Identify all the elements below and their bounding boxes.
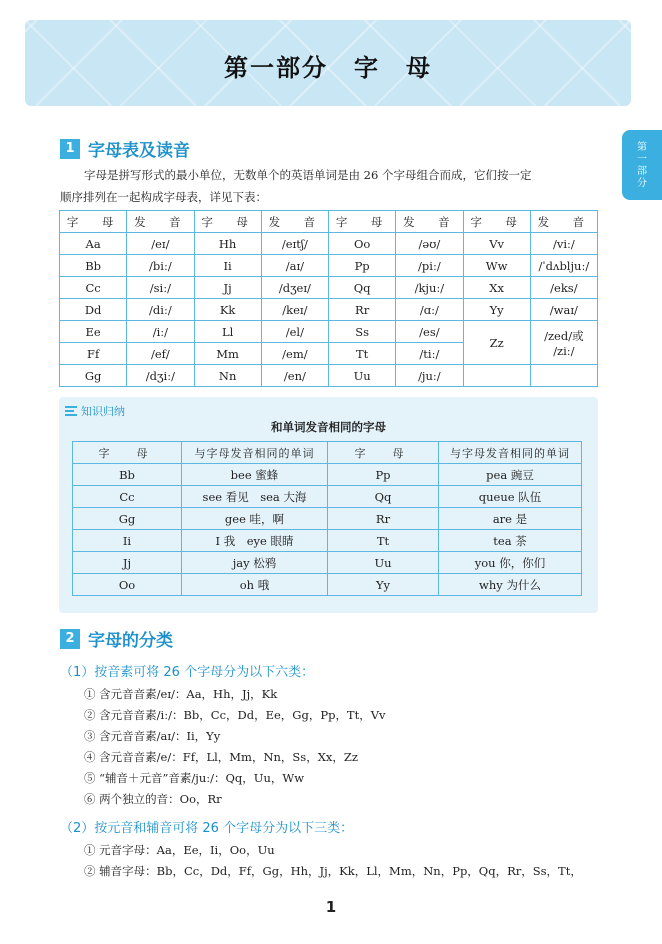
letter-cell: Qq	[329, 277, 396, 299]
knowledge-table-title: 和单词发音相同的字母	[271, 420, 386, 434]
word-cell: I 我 eye 眼睛	[182, 530, 328, 552]
word-cell: jay 松鸦	[182, 552, 328, 574]
letter-cell: Ll	[194, 321, 261, 343]
sound-line: /ziː/	[553, 343, 575, 358]
sound-cell: /eɪ/	[127, 233, 194, 255]
knowledge-box	[59, 397, 598, 613]
subsection-heading: （1）按音素可将 26 个字母分为以下六类：	[60, 665, 315, 680]
sound-cell: /ˈdʌbljuː/	[530, 255, 597, 277]
letter-cell: Yy	[328, 574, 439, 596]
letter-cell	[463, 365, 530, 387]
header-banner	[25, 20, 631, 106]
letter-cell: Yy	[463, 299, 530, 321]
letter-cell: Ww	[463, 255, 530, 277]
table-row	[73, 464, 582, 486]
section-number-badge: 1	[60, 139, 80, 159]
sound-cell: /ef/	[127, 343, 194, 365]
sound-cell: /keɪ/	[261, 299, 328, 321]
sound-cell: /kjuː/	[396, 277, 463, 299]
section-2-heading	[60, 626, 173, 651]
table-row	[60, 255, 598, 277]
sound-cell: /biː/	[127, 255, 194, 277]
letter-cell: Ss	[329, 321, 396, 343]
word-cell: pea 豌豆	[439, 464, 582, 486]
word-cell: see 看见 sea 大海	[182, 486, 328, 508]
letter-cell: Mm	[194, 343, 261, 365]
list-item: ⑥ 两个独立的音：Oo，Rr	[84, 792, 222, 806]
column-header: 发 音	[261, 211, 328, 233]
intro-line: 顺序排列在一起构成字母表，详见下表：	[60, 190, 267, 204]
sound-cell: /el/	[261, 321, 328, 343]
sound-cell: /juː/	[396, 365, 463, 387]
side-tab-char: 部	[637, 166, 647, 177]
list-item: ① 元音字母：Aa，Ee，Ii，Oo，Uu	[84, 843, 275, 857]
letter-cell: Oo	[329, 233, 396, 255]
column-header: 字 母	[329, 211, 396, 233]
word-cell: you 你，你们	[439, 552, 582, 574]
list-item: ① 含元音音素/eɪ/：Aa，Hh，Jj，Kk	[84, 687, 278, 701]
letter-cell: Uu	[328, 552, 439, 574]
table-header-row	[73, 442, 582, 464]
sound-cell: /ɑː/	[396, 299, 463, 321]
letter-cell: Kk	[194, 299, 261, 321]
sound-cell: /piː/	[396, 255, 463, 277]
letter-cell: Dd	[60, 299, 127, 321]
knowledge-tag-label: 知识归纳	[81, 405, 125, 418]
table-row	[60, 365, 598, 387]
list-item: ⑤ “辅音＋元音”音素/juː/：Qq，Uu，Ww	[84, 771, 305, 785]
sound-cell: /dʒeɪ/	[261, 277, 328, 299]
table-row	[73, 552, 582, 574]
column-header: 字 母	[73, 442, 182, 464]
table-row	[60, 233, 598, 255]
table-row	[60, 299, 598, 321]
letter-cell: Pp	[328, 464, 439, 486]
page-title: 第一部分 字 母	[224, 54, 432, 82]
letter-cell: Nn	[194, 365, 261, 387]
alphabet-table	[59, 210, 598, 387]
letter-cell: Jj	[194, 277, 261, 299]
side-tab[interactable]	[622, 130, 662, 200]
letter-cell: Ff	[60, 343, 127, 365]
table-row	[60, 321, 598, 343]
letter-cell: Rr	[329, 299, 396, 321]
sound-cell: /em/	[261, 343, 328, 365]
letter-cell: Rr	[328, 508, 439, 530]
word-cell: gee 哇，啊	[182, 508, 328, 530]
letter-cell: Gg	[60, 365, 127, 387]
sound-cell: /iː/	[127, 321, 194, 343]
letter-cell: Jj	[73, 552, 182, 574]
letter-cell: Hh	[194, 233, 261, 255]
side-tab-char: 分	[637, 178, 647, 189]
list-icon	[65, 405, 77, 417]
word-cell: why 为什么	[439, 574, 582, 596]
section-title: 字母表及读音	[88, 141, 190, 161]
sound-cell: /viː/	[530, 233, 597, 255]
sound-cell: /diː/	[127, 299, 194, 321]
column-header: 发 音	[530, 211, 597, 233]
letter-cell: Cc	[73, 486, 182, 508]
letter-cell: Bb	[73, 464, 182, 486]
sound-cell: /eɪtʃ/	[261, 233, 328, 255]
section-number-badge: 2	[60, 629, 80, 649]
word-cell: are 是	[439, 508, 582, 530]
sound-cell: /waɪ/	[530, 299, 597, 321]
intro-paragraph	[60, 164, 598, 208]
list-item: ③ 含元音音素/aɪ/：Ii，Yy	[84, 729, 221, 743]
letter-cell: Vv	[463, 233, 530, 255]
letter-cell: Pp	[329, 255, 396, 277]
letter-cell: Ee	[60, 321, 127, 343]
letter-cell: Uu	[329, 365, 396, 387]
section-title: 字母的分类	[88, 631, 173, 651]
table-header-row	[60, 211, 598, 233]
table-row	[60, 277, 598, 299]
sound-cell: /es/	[396, 321, 463, 343]
column-header: 发 音	[127, 211, 194, 233]
column-header: 字 母	[60, 211, 127, 233]
column-header: 与字母发音相同的单词	[439, 442, 582, 464]
word-cell: bee 蜜蜂	[182, 464, 328, 486]
letter-cell: Cc	[60, 277, 127, 299]
table-row	[73, 508, 582, 530]
sound-cell	[530, 321, 597, 365]
column-header: 字 母	[463, 211, 530, 233]
sound-cell: /aɪ/	[261, 255, 328, 277]
table-row	[73, 530, 582, 552]
letter-cell: Gg	[73, 508, 182, 530]
word-cell: tea 茶	[439, 530, 582, 552]
section-1-heading	[60, 136, 190, 161]
letter-cell: Zz	[463, 321, 530, 365]
page-number: 1	[325, 898, 337, 916]
table-row	[73, 486, 582, 508]
knowledge-tag	[65, 403, 125, 419]
letter-cell: Aa	[60, 233, 127, 255]
sound-cell: /tiː/	[396, 343, 463, 365]
table-row	[73, 574, 582, 596]
word-cell: queue 队伍	[439, 486, 582, 508]
sound-cell	[530, 365, 597, 387]
sound-cell: /siː/	[127, 277, 194, 299]
letter-cell: Oo	[73, 574, 182, 596]
letter-cell: Qq	[328, 486, 439, 508]
list-item: ② 辅音字母：Bb，Cc，Dd，Ff，Gg，Hh，Jj，Kk，Ll，Mm，Nn，Pp，Qq，Rr，Ss，Tt，	[84, 864, 582, 878]
column-header: 字 母	[194, 211, 261, 233]
side-tab-char: 一	[637, 154, 647, 165]
sound-cell: /en/	[261, 365, 328, 387]
sound-cell: /eks/	[530, 277, 597, 299]
letter-cell: Ii	[73, 530, 182, 552]
letter-cell: Bb	[60, 255, 127, 277]
list-item: ④ 含元音音素/e/：Ff，Ll，Mm，Nn，Ss，Xx，Zz	[84, 750, 358, 764]
sound-cell: /əʊ/	[396, 233, 463, 255]
intro-line: 字母是拼写形式的最小单位，无数单个的英语单词是由 26 个字母组合而成，它们按一定	[84, 168, 532, 182]
side-tab-char: 第	[637, 142, 647, 153]
sound-cell: /dʒiː/	[127, 365, 194, 387]
column-header: 发 音	[396, 211, 463, 233]
letter-cell: Tt	[328, 530, 439, 552]
letter-cell: Xx	[463, 277, 530, 299]
subsection-heading: （2）按元音和辅音可将 26 个字母分为以下三类：	[60, 821, 354, 836]
letter-cell: Ii	[194, 255, 261, 277]
list-item: ② 含元音音素/iː/：Bb，Cc，Dd，Ee，Gg，Pp，Tt，Vv	[84, 708, 386, 722]
same-sound-table	[72, 441, 582, 596]
word-cell: oh 哦	[182, 574, 328, 596]
column-header: 与字母发音相同的单词	[182, 442, 328, 464]
sound-line: /zed/或	[544, 328, 584, 343]
letter-cell: Tt	[329, 343, 396, 365]
column-header: 字 母	[328, 442, 439, 464]
